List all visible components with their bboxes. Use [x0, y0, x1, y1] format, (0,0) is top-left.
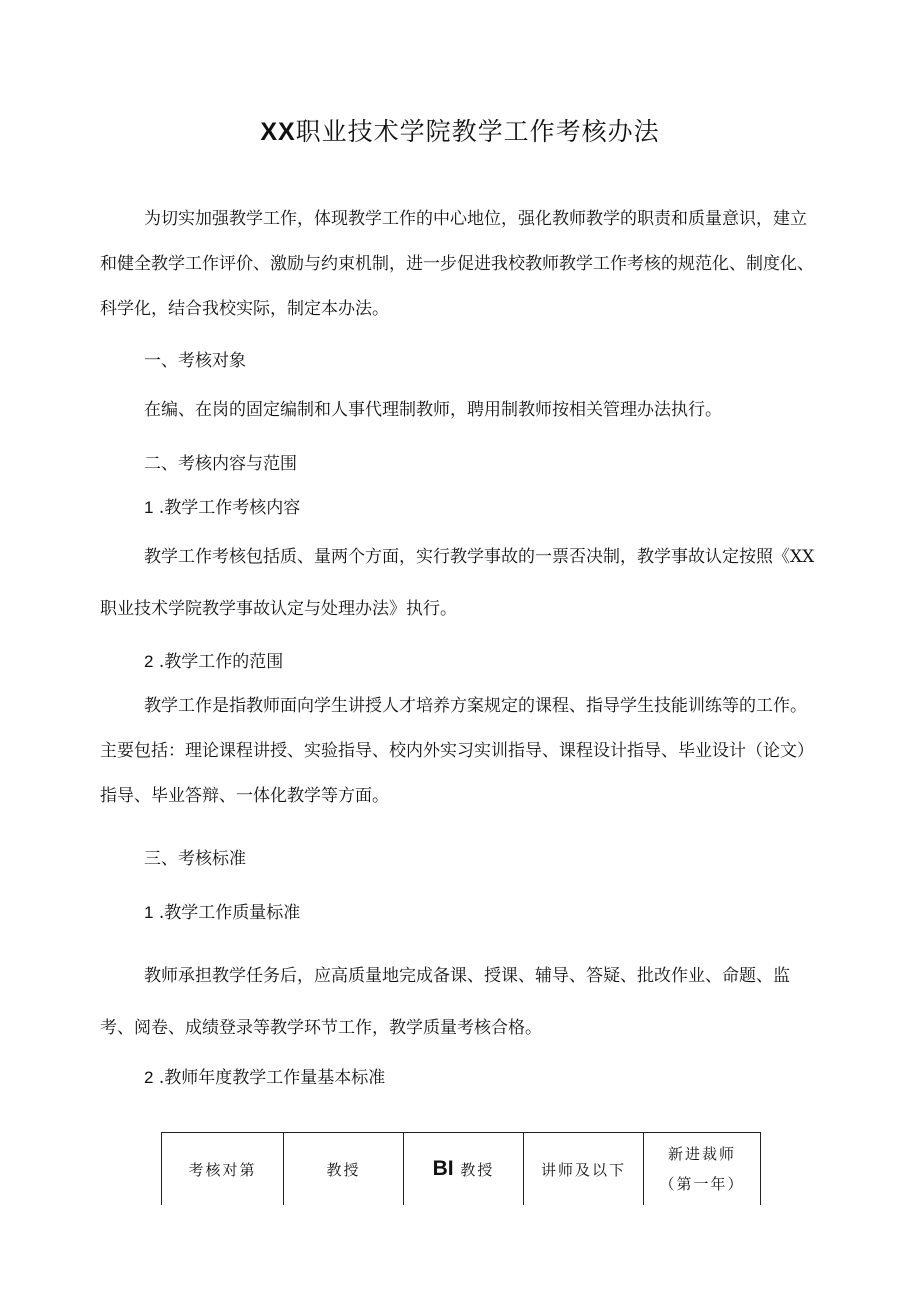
section-2-sub-2-body: 教学工作是指教师面向学生讲授人才培养方案规定的课程、指导学生技能训练等的工作。主要包括：理论课程讲授、实验指导、校内外实习实训指导、课程设计指导、毕业设计（论文）指导、毕业答辩、一体化教学等方面。 [100, 696, 814, 806]
sub-title: .教学工作质量标准 [158, 903, 301, 923]
section-2-sub-1-heading [144, 496, 300, 520]
workload-table [161, 1132, 761, 1205]
header-cell-target: 考核对第 [162, 1133, 284, 1206]
sub-number: 2 [144, 1068, 154, 1087]
section-3-heading: 三、考核标准 [144, 849, 246, 869]
section-2-sub-2-heading [144, 650, 283, 674]
section-1-heading: 一、考核对象 [144, 351, 246, 371]
section-2-heading: 二、考核内容与范围 [144, 454, 297, 474]
sub-number: 1 [144, 903, 154, 922]
ocr-artifact-mark: BI [432, 1157, 454, 1180]
header-cell-text: 教授 [460, 1161, 495, 1179]
header-cell-professor: 教授 [284, 1133, 404, 1206]
intro-paragraph: 为切实加强教学工作，体现教学工作的中心地位，强化教师教学的职责和质量意识，建立和健全教学工作评价、激励与约束机制，进一步促进我校教师教学工作考核的规范化、制度化、科学化，结合我校实际，制定本办法。 [100, 209, 814, 319]
header-cell-associate-professor [404, 1133, 524, 1206]
table-header-row [162, 1133, 761, 1206]
section-2-sub-1-body: 教学工作考核包括质、量两个方面，实行教学事故的一票否决制，教学事故认定按照《XX 职业技术学院教学事故认定与处理办法》执行。 [100, 547, 815, 619]
sub-number: 1 [144, 498, 154, 517]
title-prefix: XX [260, 118, 296, 146]
section-3-sub-1-heading [144, 901, 300, 925]
section-3-sub-2-heading [144, 1066, 385, 1090]
section-3-sub-1-body: 教师承担教学任务后，应高质量地完成备课、授课、辅导、答疑、批改作业、命题、监考、阅卷、成绩登录等教学环节工作，教学质量考核合格。 [100, 966, 790, 1038]
cell-line: 新进裁师 [667, 1145, 736, 1163]
sub-title: .教师年度教学工作量基本标准 [158, 1068, 386, 1088]
sub-title: .教学工作考核内容 [158, 498, 301, 518]
header-cell-lecturer: 讲师及以下 [524, 1133, 644, 1206]
sub-number: 2 [144, 652, 154, 671]
sub-title: .教学工作的范围 [158, 652, 284, 672]
title-text: 职业技术学院教学工作考核办法 [295, 117, 660, 146]
cell-line: （第一年） [659, 1175, 745, 1193]
document-title [0, 112, 920, 148]
header-cell-new-teacher [644, 1133, 761, 1206]
section-1-body: 在编、在岗的固定编制和人事代理制教师，聘用制教师按相关管理办法执行。 [144, 400, 722, 420]
